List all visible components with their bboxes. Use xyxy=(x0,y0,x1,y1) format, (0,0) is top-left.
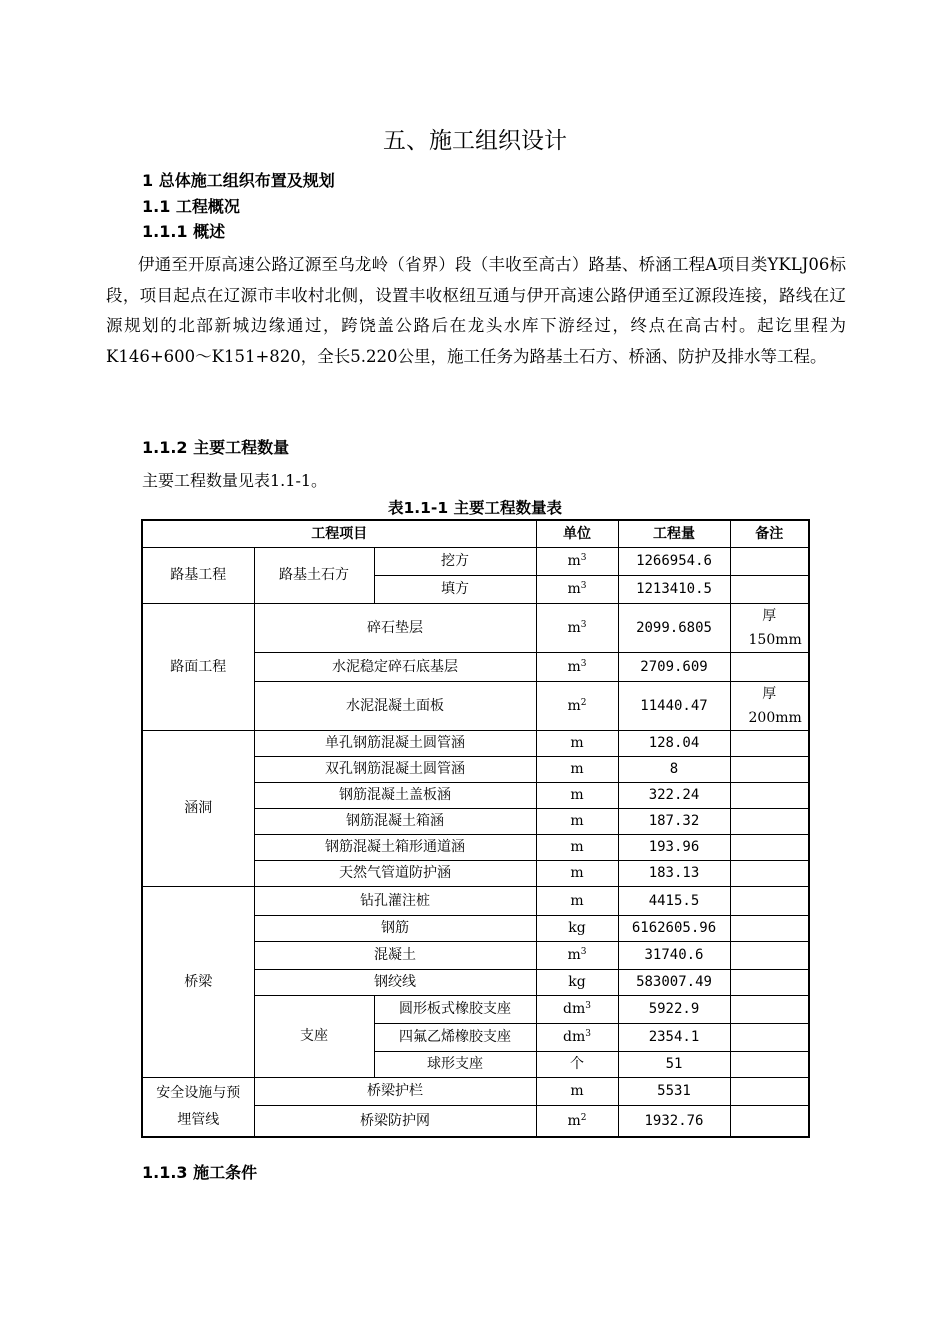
row-name: 圆形板式橡胶支座 xyxy=(374,996,536,1024)
row-name: 水泥稳定碎石底基层 xyxy=(254,653,536,682)
heading-1: 1 总体施工组织布置及规划 xyxy=(142,171,335,190)
header-qty: 工程量 xyxy=(618,520,730,548)
row-note xyxy=(730,1052,809,1078)
row-qty: 128.04 xyxy=(618,731,730,757)
table-row xyxy=(142,887,809,916)
page-title: 五、施工组织设计 xyxy=(383,128,567,154)
row-note xyxy=(730,970,809,996)
row-unit: m xyxy=(536,887,618,916)
row-note xyxy=(730,887,809,916)
row-unit: $m^2$ xyxy=(536,1106,618,1137)
row-note xyxy=(730,809,809,835)
heading-1-1: 1.1 工程概况 xyxy=(142,197,240,216)
heading-1-1-3: 1.1.3 施工条件 xyxy=(142,1163,258,1182)
row-qty: 583007.49 xyxy=(618,970,730,996)
row-unit: $m^2$ xyxy=(536,682,618,731)
row-unit: m xyxy=(536,783,618,809)
row-qty: 5531 xyxy=(618,1078,730,1106)
subgroup-bearing: 支座 xyxy=(254,996,374,1078)
row-unit: $m^3$ xyxy=(536,653,618,682)
row-unit: m xyxy=(536,757,618,783)
row-note xyxy=(730,1106,809,1137)
row-unit: m xyxy=(536,731,618,757)
row-note: 厚150mm xyxy=(730,604,809,653)
row-note xyxy=(730,835,809,861)
row-note xyxy=(730,861,809,887)
row-note xyxy=(730,576,809,604)
row-name: 钢筋混凝土箱涵 xyxy=(254,809,536,835)
row-unit: $m^3$ xyxy=(536,942,618,970)
row-qty: 183.13 xyxy=(618,861,730,887)
row-name: 桥梁防护网 xyxy=(254,1106,536,1137)
row-name: 碎石垫层 xyxy=(254,604,536,653)
row-note xyxy=(730,1024,809,1052)
row-unit: $m^3$ xyxy=(536,548,618,576)
row-qty: 193.96 xyxy=(618,835,730,861)
table-row xyxy=(142,548,809,576)
row-note xyxy=(730,783,809,809)
row-qty: 11440.47 xyxy=(618,682,730,731)
row-qty: 2709.609 xyxy=(618,653,730,682)
row-unit: $dm^3$ xyxy=(536,996,618,1024)
row-qty: 51 xyxy=(618,1052,730,1078)
group-bridge: 桥梁 xyxy=(142,887,254,1078)
row-unit: m xyxy=(536,1078,618,1106)
table-row xyxy=(142,731,809,757)
row-qty: 1213410.5 xyxy=(618,576,730,604)
header-item: 工程项目 xyxy=(142,520,536,548)
row-name: 钢绞线 xyxy=(254,970,536,996)
row-name: 钢筋混凝土箱形通道涵 xyxy=(254,835,536,861)
row-name: 混凝土 xyxy=(254,942,536,970)
header-unit: 单位 xyxy=(536,520,618,548)
row-note: 厚200mm xyxy=(730,682,809,731)
table-caption: 表1.1-1 主要工程数量表 xyxy=(387,499,563,517)
heading-1-1-1: 1.1.1 概述 xyxy=(142,222,226,241)
quantity-table xyxy=(141,519,810,1138)
row-note xyxy=(730,653,809,682)
row-note xyxy=(730,942,809,970)
row-note xyxy=(730,548,809,576)
row-qty: 187.32 xyxy=(618,809,730,835)
row-qty: 31740.6 xyxy=(618,942,730,970)
row-unit: m xyxy=(536,861,618,887)
row-unit: $m^3$ xyxy=(536,604,618,653)
row-name: 钢筋 xyxy=(254,916,536,942)
row-unit: m xyxy=(536,835,618,861)
table-row xyxy=(142,1078,809,1106)
row-qty: 2099.6805 xyxy=(618,604,730,653)
row-qty: 8 xyxy=(618,757,730,783)
row-name: 球形支座 xyxy=(374,1052,536,1078)
row-qty: 1932.76 xyxy=(618,1106,730,1137)
row-name: 单孔钢筋混凝土圆管涵 xyxy=(254,731,536,757)
header-note: 备注 xyxy=(730,520,809,548)
heading-1-1-2: 1.1.2 主要工程数量 xyxy=(142,438,290,457)
group-pavement: 路面工程 xyxy=(142,604,254,731)
row-name: 天然气管道防护涵 xyxy=(254,861,536,887)
row-qty: 4415.5 xyxy=(618,887,730,916)
row-name: 填方 xyxy=(374,576,536,604)
quantity-intro: 主要工程数量见表1.1-1。 xyxy=(142,471,328,490)
row-qty: 322.24 xyxy=(618,783,730,809)
row-name: 挖方 xyxy=(374,548,536,576)
subgroup-earthwork: 路基土石方 xyxy=(254,548,374,604)
row-note xyxy=(730,1078,809,1106)
row-note xyxy=(730,731,809,757)
row-name: 桥梁护栏 xyxy=(254,1078,536,1106)
group-roadbed: 路基工程 xyxy=(142,548,254,604)
row-name: 双孔钢筋混凝土圆管涵 xyxy=(254,757,536,783)
row-qty: 5922.9 xyxy=(618,996,730,1024)
group-culvert: 涵洞 xyxy=(142,731,254,887)
row-qty: 6162605.96 xyxy=(618,916,730,942)
group-safety: 安全设施与预埋管线 xyxy=(142,1078,254,1138)
row-qty: 2354.1 xyxy=(618,1024,730,1052)
row-unit: $m^3$ xyxy=(536,576,618,604)
row-unit: 个 xyxy=(536,1052,618,1078)
row-note xyxy=(730,916,809,942)
table-header-row xyxy=(142,520,809,548)
row-name: 水泥混凝土面板 xyxy=(254,682,536,731)
row-unit: m xyxy=(536,809,618,835)
overview-paragraph: 伊通至开原高速公路辽源至乌龙岭（省界）段（丰收至高古）路基、桥涵工程A项目类YKLJ06标段，项目起点在辽源市丰收村北侧，设置丰收枢纽互通与伊开高速公路伊通至辽源段连接，路线在辽源规划的北部新城边缘通过，跨饶盖公路后在龙头水库下游经过，终点在高古村。起讫里程为K146+600～K151+820，全长5.220公里，施工任务为路基土石方、桥涵、防护及排水等工程。 xyxy=(106,255,846,366)
row-unit: kg xyxy=(536,916,618,942)
row-unit: $dm^3$ xyxy=(536,1024,618,1052)
row-unit: kg xyxy=(536,970,618,996)
row-qty: 1266954.6 xyxy=(618,548,730,576)
table-row xyxy=(142,604,809,653)
row-note xyxy=(730,757,809,783)
row-note xyxy=(730,996,809,1024)
row-name: 钻孔灌注桩 xyxy=(254,887,536,916)
row-name: 四氟乙烯橡胶支座 xyxy=(374,1024,536,1052)
row-name: 钢筋混凝土盖板涵 xyxy=(254,783,536,809)
